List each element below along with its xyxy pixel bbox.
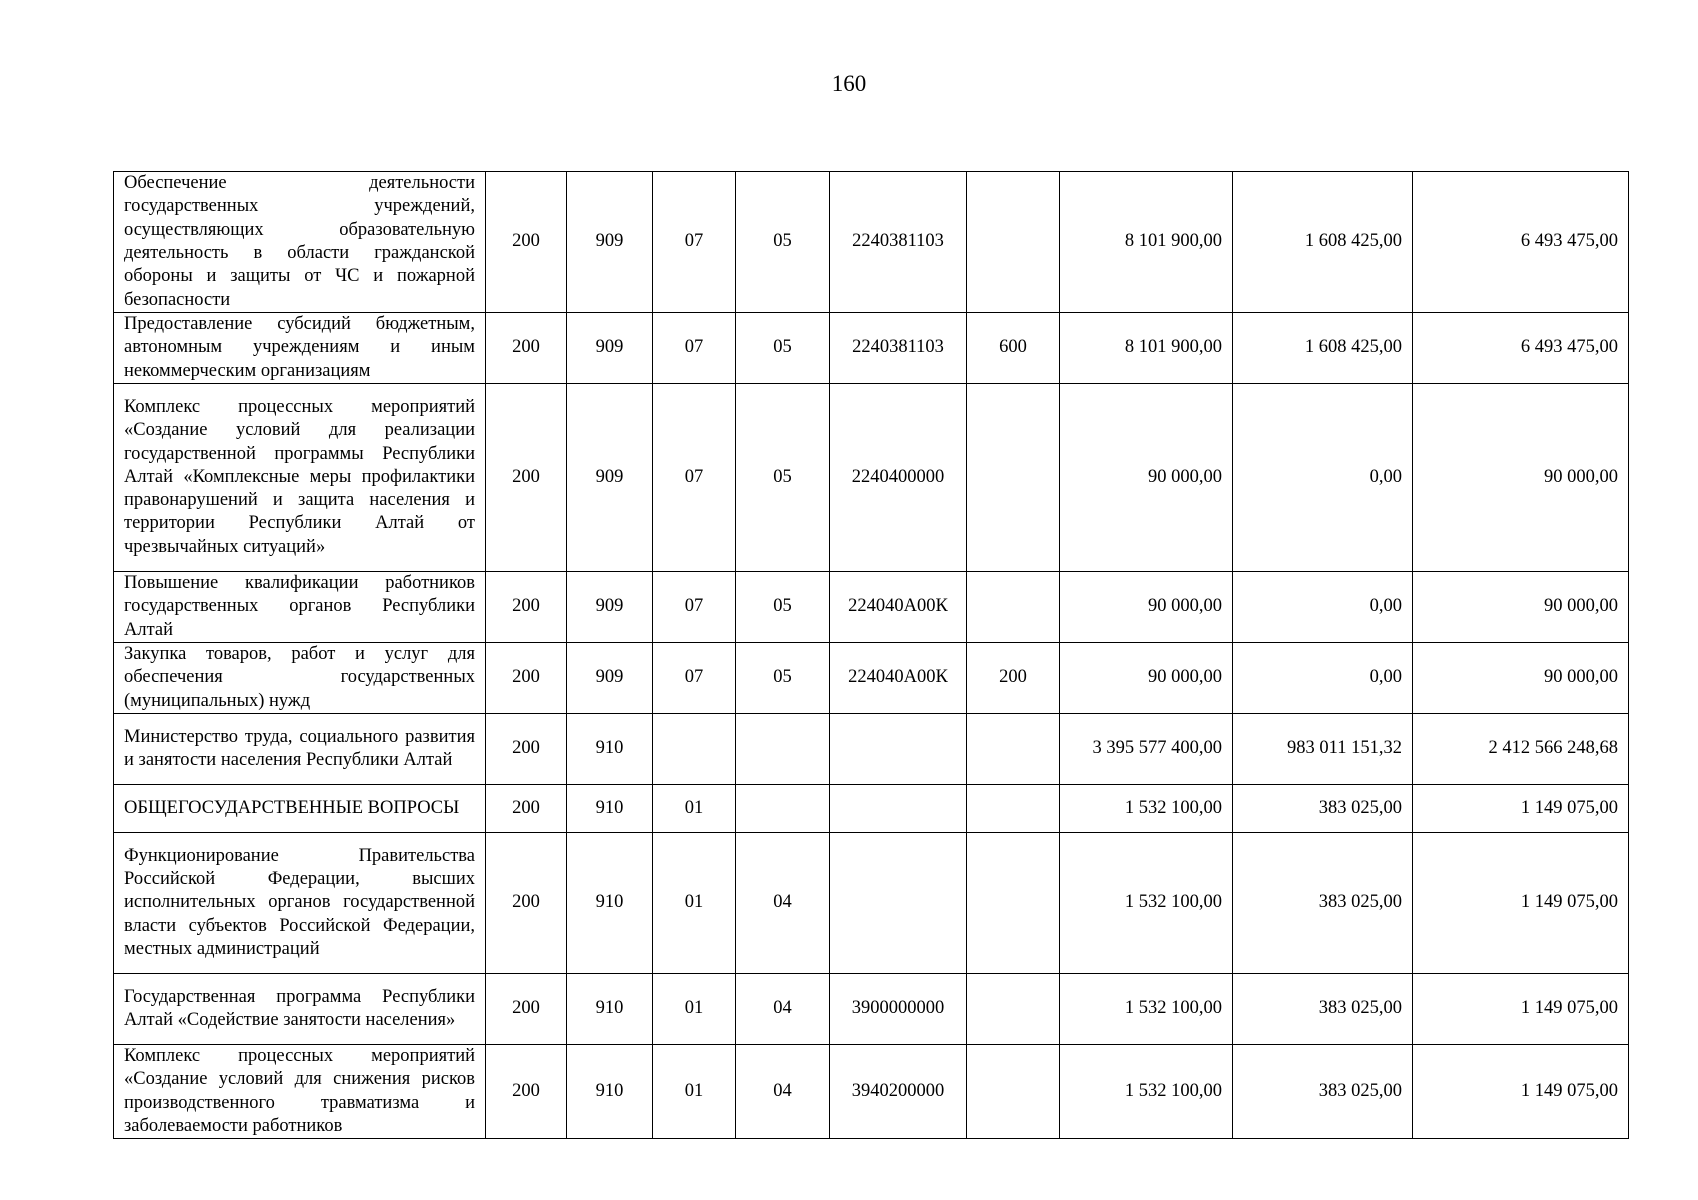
remainder-amount: 1 149 075,00: [1413, 833, 1629, 974]
expense-type-code: [967, 785, 1060, 833]
ministry-code: 910: [567, 833, 653, 974]
section-code: 01: [653, 833, 736, 974]
table-row: [114, 714, 1629, 785]
ministry-code: 910: [567, 785, 653, 833]
remainder-amount: 2 412 566 248,68: [1413, 714, 1629, 785]
plan-amount: 8 101 900,00: [1060, 172, 1233, 313]
table-row: [114, 1045, 1629, 1139]
plan-amount: 90 000,00: [1060, 643, 1233, 714]
row-name: Предоставление субсидий бюджетным, автономным учреждениям и иным некоммерческим организациям: [114, 313, 486, 384]
ppp-code: 200: [486, 785, 567, 833]
row-name: Обеспечение деятельности государственных учреждений, осуществляющих образовательную деятельность в области гражданской обороны и защиты от ЧС и пожарной безопасности: [114, 172, 486, 313]
target-code: 2240381103: [830, 313, 967, 384]
ppp-code: 200: [486, 172, 567, 313]
target-code: 2240381103: [830, 172, 967, 313]
subsection-code: 05: [736, 572, 830, 643]
subsection-code: [736, 785, 830, 833]
table-row: [114, 172, 1629, 313]
row-name: Комплекс процессных мероприятий «Создание условий для снижения рисков производственного травматизма и заболеваемости работников: [114, 1045, 486, 1139]
target-code: [830, 833, 967, 974]
subsection-code: 04: [736, 1045, 830, 1139]
subsection-code: 04: [736, 833, 830, 974]
plan-amount: 1 532 100,00: [1060, 1045, 1233, 1139]
expense-type-code: [967, 384, 1060, 572]
plan-amount: 8 101 900,00: [1060, 313, 1233, 384]
ppp-code: 200: [486, 974, 567, 1045]
section-code: 07: [653, 172, 736, 313]
row-name: ОБЩЕГОСУДАРСТВЕННЫЕ ВОПРОСЫ: [114, 785, 486, 833]
subsection-code: 04: [736, 974, 830, 1045]
executed-amount: 383 025,00: [1233, 1045, 1413, 1139]
executed-amount: 1 608 425,00: [1233, 172, 1413, 313]
plan-amount: 3 395 577 400,00: [1060, 714, 1233, 785]
remainder-amount: 90 000,00: [1413, 384, 1629, 572]
section-code: 07: [653, 572, 736, 643]
ministry-code: 910: [567, 1045, 653, 1139]
ministry-code: 909: [567, 313, 653, 384]
subsection-code: 05: [736, 384, 830, 572]
section-code: 07: [653, 384, 736, 572]
section-code: 01: [653, 1045, 736, 1139]
target-code: 3940200000: [830, 1045, 967, 1139]
ppp-code: 200: [486, 833, 567, 974]
expense-type-code: [967, 1045, 1060, 1139]
remainder-amount: 1 149 075,00: [1413, 974, 1629, 1045]
ppp-code: 200: [486, 313, 567, 384]
table-row: [114, 785, 1629, 833]
table-row: [114, 643, 1629, 714]
plan-amount: 1 532 100,00: [1060, 974, 1233, 1045]
section-code: 07: [653, 313, 736, 384]
executed-amount: 0,00: [1233, 572, 1413, 643]
section-code: 01: [653, 785, 736, 833]
ministry-code: 910: [567, 714, 653, 785]
expense-type-code: [967, 572, 1060, 643]
section-code: [653, 714, 736, 785]
row-name: Комплекс процессных мероприятий «Создание условий для реализации государственной программы Республики Алтай «Комплексные меры профилактики правонарушений и защита населения и территории Республики Алтай от чрезвычайных ситуаций»: [114, 384, 486, 572]
ministry-code: 909: [567, 572, 653, 643]
row-name: Функционирование Правительства Российской Федерации, высших исполнительных органов государственной власти субъектов Российской Федерации, местных администраций: [114, 833, 486, 974]
remainder-amount: 90 000,00: [1413, 643, 1629, 714]
plan-amount: 90 000,00: [1060, 572, 1233, 643]
subsection-code: [736, 714, 830, 785]
target-code: 3900000000: [830, 974, 967, 1045]
ppp-code: 200: [486, 714, 567, 785]
table-row: [114, 572, 1629, 643]
budget-table-body: [114, 172, 1629, 1139]
ministry-code: 910: [567, 974, 653, 1045]
target-code: 224040А00К: [830, 643, 967, 714]
ministry-code: 909: [567, 643, 653, 714]
ppp-code: 200: [486, 1045, 567, 1139]
budget-table: [113, 171, 1629, 1139]
expense-type-code: 200: [967, 643, 1060, 714]
ministry-code: 909: [567, 384, 653, 572]
executed-amount: 383 025,00: [1233, 833, 1413, 974]
row-name: Министерство труда, социального развития и занятости населения Республики Алтай: [114, 714, 486, 785]
row-name: Государственная программа Республики Алтай «Содействие занятости населения»: [114, 974, 486, 1045]
section-code: 01: [653, 974, 736, 1045]
expense-type-code: [967, 714, 1060, 785]
executed-amount: 0,00: [1233, 643, 1413, 714]
ppp-code: 200: [486, 643, 567, 714]
row-name: Закупка товаров, работ и услуг для обеспечения государственных (муниципальных) нужд: [114, 643, 486, 714]
target-code: 2240400000: [830, 384, 967, 572]
ppp-code: 200: [486, 384, 567, 572]
table-row: [114, 974, 1629, 1045]
remainder-amount: 1 149 075,00: [1413, 1045, 1629, 1139]
expense-type-code: 600: [967, 313, 1060, 384]
plan-amount: 1 532 100,00: [1060, 785, 1233, 833]
table-row: [114, 833, 1629, 974]
row-name: Повышение квалификации работников государственных органов Республики Алтай: [114, 572, 486, 643]
executed-amount: 383 025,00: [1233, 785, 1413, 833]
remainder-amount: 6 493 475,00: [1413, 313, 1629, 384]
expense-type-code: [967, 172, 1060, 313]
expense-type-code: [967, 833, 1060, 974]
remainder-amount: 90 000,00: [1413, 572, 1629, 643]
target-code: [830, 714, 967, 785]
subsection-code: 05: [736, 643, 830, 714]
plan-amount: 1 532 100,00: [1060, 833, 1233, 974]
target-code: 224040А00К: [830, 572, 967, 643]
executed-amount: 0,00: [1233, 384, 1413, 572]
table-row: [114, 384, 1629, 572]
target-code: [830, 785, 967, 833]
executed-amount: 983 011 151,32: [1233, 714, 1413, 785]
section-code: 07: [653, 643, 736, 714]
ministry-code: 909: [567, 172, 653, 313]
remainder-amount: 6 493 475,00: [1413, 172, 1629, 313]
executed-amount: 1 608 425,00: [1233, 313, 1413, 384]
remainder-amount: 1 149 075,00: [1413, 785, 1629, 833]
executed-amount: 383 025,00: [1233, 974, 1413, 1045]
page-number: 160: [831, 71, 867, 96]
ppp-code: 200: [486, 572, 567, 643]
table-row: [114, 313, 1629, 384]
expense-type-code: [967, 974, 1060, 1045]
subsection-code: 05: [736, 172, 830, 313]
subsection-code: 05: [736, 313, 830, 384]
plan-amount: 90 000,00: [1060, 384, 1233, 572]
